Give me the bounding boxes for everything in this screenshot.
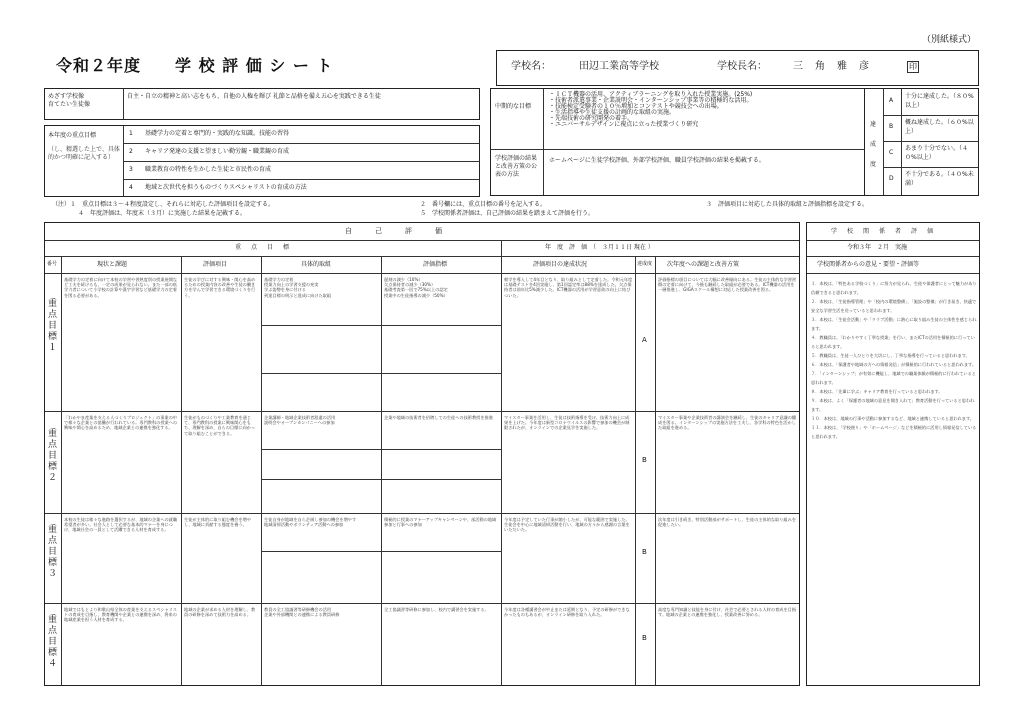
r1-item: 生徒の学びに対する興味・関心を高めるための授業内容の改善や生徒の働き方を学んで学習できる環境づくりを行う。 (184, 277, 256, 298)
r4-result: 今年度は各種講習会が中止または延期となり、予定の研修ができなかったものもあるが、オンライン研修を取り入れた。 (504, 607, 630, 618)
self-eval-table (44, 222, 800, 686)
r2-item: 生徒がものづくりや工業教育を通じて、専門教科の授業に興味関心をもち、理解を深め、自らの目標に向かって取り組むことができる。 (184, 415, 256, 436)
col-grade: 達成度 (637, 261, 653, 267)
priority-label: 本年度の重点目標 (48, 132, 97, 139)
col-item: 評価項目 (203, 261, 228, 268)
public-label: 学校評価の結果と改善方策の公表の方法 (495, 155, 538, 178)
midterm-line-1: ・ＩＣＴ機器の活用、アクティブラーニングを取り入れた授業実施。(25%) (549, 91, 753, 98)
r2-action: 企業講師・地域企業技術者派遣の活用 説明会やオープンカンパニーへの参加 (264, 415, 336, 426)
year-eval-header: 年 度 評 価 （ ３月１１日 現在 ） (545, 244, 654, 251)
public-text: ホームページに生徒学校評価、外部学校評価、職員学校評価の結果を掲載する。 (549, 157, 765, 164)
grade-b: B (889, 123, 894, 130)
row-grade-3: B (642, 548, 647, 556)
col-number: 番号 (47, 261, 58, 267)
row-grade-1: A (642, 336, 647, 344)
priority-box (44, 125, 480, 197)
r4-item: 地域の企業が求める人材を理解し、教員の研修を深めて技術力を高める。 (184, 607, 256, 618)
goal-label: めざす学校像 育てたい生徒像 (48, 93, 91, 108)
col-index: 評価指標 (423, 261, 448, 268)
r2-result: マイスター事業を活用し、生徒は技術指導を受け、技術力向上に成果を上げた。今年度は新型コロナウイルスの影響で参加の機会が制限されたが、オンラインでの企業見学を実施した。 (504, 415, 630, 431)
r4-action: 教員の全工協議習等研修機会の活用 企業や外部機関との連携による教員研修 (264, 607, 340, 618)
achievement-box (864, 88, 979, 196)
r3-next: 次年度は引き続き、特別活動部がサポートし、生徒の主体的な取り組みを促進したい。 (658, 517, 797, 528)
r3-index: 積極的に授業のマナーアップキャンペーンや、部活動の地域参加と行事への参加 (384, 517, 497, 528)
priority-no-2: 2 (129, 148, 133, 155)
note-5: ５ 学校関係者評価は、自己評価の結果を踏まえて評価を行う。 (420, 210, 595, 217)
priority-text-3: 職業教育の特性を生かした生徒と市民性の育成 (145, 166, 272, 173)
col-action: 具体的取組 (301, 261, 332, 268)
stakeholder-date: 令和３年 ２月 実施 (847, 244, 908, 251)
r3-result: 今年度は予定していた行事が縮小したが、可能な範囲で実施した。生徒会を中心に地域清掃活動を行い、地域の方々から感謝の言葉をいただいた。 (504, 517, 630, 533)
principal-label: 学校長名： (717, 61, 767, 72)
note-4: ４ 年度評価は、年度末（３月）に実施した結果を記載する。 (78, 210, 247, 217)
grade-c: C (889, 149, 894, 156)
midterm-line-5: ・先端技術の研究開発の着手。 (549, 115, 634, 122)
priority-header: 重 点 目 標 (235, 244, 292, 251)
r3-action: 生徒自身が地域を自ら企画し参加の機会を増やす 地域清掃活動やボランティア活動への参加 (264, 517, 357, 528)
r1-action: 基礎学力の定着 授業力向上の学習支援の充実 学ぶ姿勢を身に付ける 到達目標の明示と達成に向けた取組 (264, 277, 332, 298)
r1-next: 評価指標の項目については大幅に改善傾向にある。生徒の主体的な学習習慣の定着に向けて、今後も継続した取組が必要である。ICT機器の活用を一層推進し、GIGAスクール構想に対応した授業改善を図る。 (658, 277, 797, 293)
r2-index: 企業や地域の技術者を招聘しての生徒への技術教授を推進 (384, 415, 493, 420)
page-title: 令和２年度 学 校 評 価 シ ー ト (56, 56, 334, 75)
goal-text: 自主・自立の精神と高い志をもち、自他の人権を輝び 礼節と品格を備え五心を実践できる生徒 (127, 93, 381, 100)
stakeholder-table (806, 222, 980, 686)
school-info (496, 50, 979, 86)
form-label: （別紙様式） (922, 35, 977, 45)
col-result: 評価項目の達成状況 (533, 261, 588, 268)
stakeholder-comments: １．本校は、「特色ある学校づくり」に努力が見られ、生徒や保護者にとって魅力があり信頼できると思われます。 ２．本校は、「生徒指導管理」や「校内の環境整備」、「施設の整備」が行き届き、快適で安全な学習生活を送っていると思われます。 ３．本校は、「生徒会活動」や「クラブ活動」に熱心に取り組み生徒の主体性を感じられます。 ４．教職員は、「わかりやすく丁寧な授業」を行い、またICTの活用を積極的に行っていると思われます。 ５．教職員は、生徒一人ひとりを大切にし、丁寧な指導を行っていると思われます。 ６．本校は、「保護者や地域の方への情報発信」が積極的に行われていると思われます。 ７．「インターンシップ」が有効に機能し、地域での職業体験が積極的に行われていると思われます。 ８．本校は、「先輩に学ぶ」キャリア教育を行っていると思われます。 ９．本校は、よく「保護者の地域の意見を聞き入れて」教育活動を行っていると思われます。 １０．本校は、地域の行事や活動に参加するなど、地域と連携していると思われます。 １１．本校は、「学校便り」や「ホームページ」などを積極的に活用し情報発信していると思われます。 (811, 281, 977, 439)
school-name-label: 学校名： (511, 61, 551, 72)
school-name: 田辺工業高等学校 (579, 61, 659, 72)
priority-no-3: 3 (129, 166, 133, 173)
priority-text-1: 基礎学力の定着と専門的・実践的な知識。技能の習得 (145, 130, 290, 137)
self-eval-title: 自 己 評 価 (345, 227, 445, 235)
row-grade-4: B (642, 634, 647, 642)
priority-no-4: 4 (129, 184, 133, 191)
midterm-box (490, 88, 865, 196)
row-grade-2: B (642, 456, 647, 464)
r4-status: 地域ではもとより和歌山県全体の産業を支えるスペシャリストの育成を目指し、教育機関や企業との連携を深め、将来の地域産業を担う人材を育成する。 (64, 607, 177, 623)
grade-d-text: 不十分である。（４０%未満） (905, 171, 974, 187)
row-label-4: 重点目標４ (48, 615, 58, 669)
stakeholder-title: 学 校 関 係 者 評 価 (831, 228, 936, 235)
principal-name: 三 角 雅 彦 (793, 61, 870, 72)
seal-icon: 印 (909, 62, 917, 71)
grade-d: D (889, 175, 894, 182)
r1-result: 朝学を導入して4年目となり、取り組みとして定着した。令和元年度は基礎テストを4回実施し、第1回認定率は88%を達成した。欠点保持者は前年比5%減少した。ICT機器の活用が学習意欲の向上に結びついた。 (504, 277, 633, 298)
r2-next: マイスター事業や企業技術者の講演会を継続し、生徒のキャリア意識の醸成を図る。インターンシップの実施方法を工夫し、各学科の特色を活かした取組を進める。 (658, 415, 797, 431)
r1-status: 基礎学力の定着に向けて本校の学習や習熟度別の授業展開など工夫を続けるも、一定の成果が見られない。また一部の低学力者について小学校の計算や漢字学習など基礎学力の定着を図る必要がある。 (64, 277, 178, 298)
r4-next: 高度な専門知識と技能を身に付け、社会で必要とされる人材の育成を目指す。地域の企業との連携を強化し、授業改善に努める。 (658, 607, 797, 618)
grade-c-text: あまり十分でない。（４０%以上） (905, 145, 969, 161)
r3-status: 本校の生徒は様々な進路を選択するが、地域の企業への就職希望者が多い。社会人として必要な基本的マナーを身につけ、地域社会の一員として活躍できる人材を育成する。 (64, 517, 178, 533)
r3-item: 生徒が主体的に取り組む機会を増やし、地域に貢献する態度を養う。 (184, 517, 252, 528)
midterm-label: 中期的な目標 (495, 103, 532, 110)
col-stakeholder: 学校関係者からの意見・要望・評価等 (817, 261, 920, 268)
midterm-line-3: ・技能検定受験者の１０％増加とコンテストや競技会への出場。 (549, 103, 723, 110)
col-next: 次年度への課題と改善方策 (667, 261, 740, 268)
r2-status: 「わかやま産業を支える人づくりプロジェクト」の事業の中で様々な企業との協働が行われている。専門教科の授業への興味や関心を高めるため、地域企業との連携を強化する。 (64, 415, 178, 431)
midterm-line-4: ・生活指導や生徒支援の計画的な取組の実施。 (549, 109, 676, 116)
priority-note: （し、精選した上で、具体的かつ明確に記入する） (48, 146, 120, 161)
priority-no-1: 1 (129, 130, 133, 137)
priority-text-4: 地域と次世代を担うものづくりスペシャリストの育成の方法 (145, 184, 307, 191)
r4-index: 全工協議習等研修に参加し、校内で講習会を実施する。 (384, 607, 489, 612)
row-label-1: 重点目標１ (48, 299, 58, 353)
r1-index: 遅刻の減少（10%） 欠点保持者の減少（30%） 基礎考査第一回で75%以上の認定 授業中の生徒指導の減少（50%） (384, 277, 448, 298)
col-status: 現状と課題 (97, 261, 128, 268)
grade-a: A (889, 97, 894, 104)
grade-a-text: 十分に達成した。（８０%以上） (905, 93, 974, 109)
goal-box (44, 88, 480, 120)
grade-b-text: 概ね達成した。（６０%以上） (905, 119, 974, 135)
midterm-line-2: ・技術者派遣事業・企業説明会・インターンシップ事業等の積極的な活用。 (549, 97, 753, 104)
row-label-3: 重点目標３ (48, 525, 58, 579)
note-1: （注）１ 重点目標は３～４程度設定し、それらに対応した評価項目を設定する。 (52, 201, 275, 208)
note-3: ３ 評価項目に対応した具体的取組と評価指標を設定する。 (706, 201, 869, 208)
priority-text-2: キャリア発達の支援と望ましい勤労観・職業観の育成 (145, 148, 290, 155)
row-label-2: 重点目標２ (48, 429, 58, 483)
midterm-list (549, 92, 859, 128)
achievement-label: 達成度 (870, 121, 877, 168)
midterm-line-6: ・ユニバーサルデザインに視点に立った授業づくり研究 (549, 121, 699, 128)
note-2: ２ 番号欄には、重点目標の番号を記入する。 (420, 201, 547, 208)
